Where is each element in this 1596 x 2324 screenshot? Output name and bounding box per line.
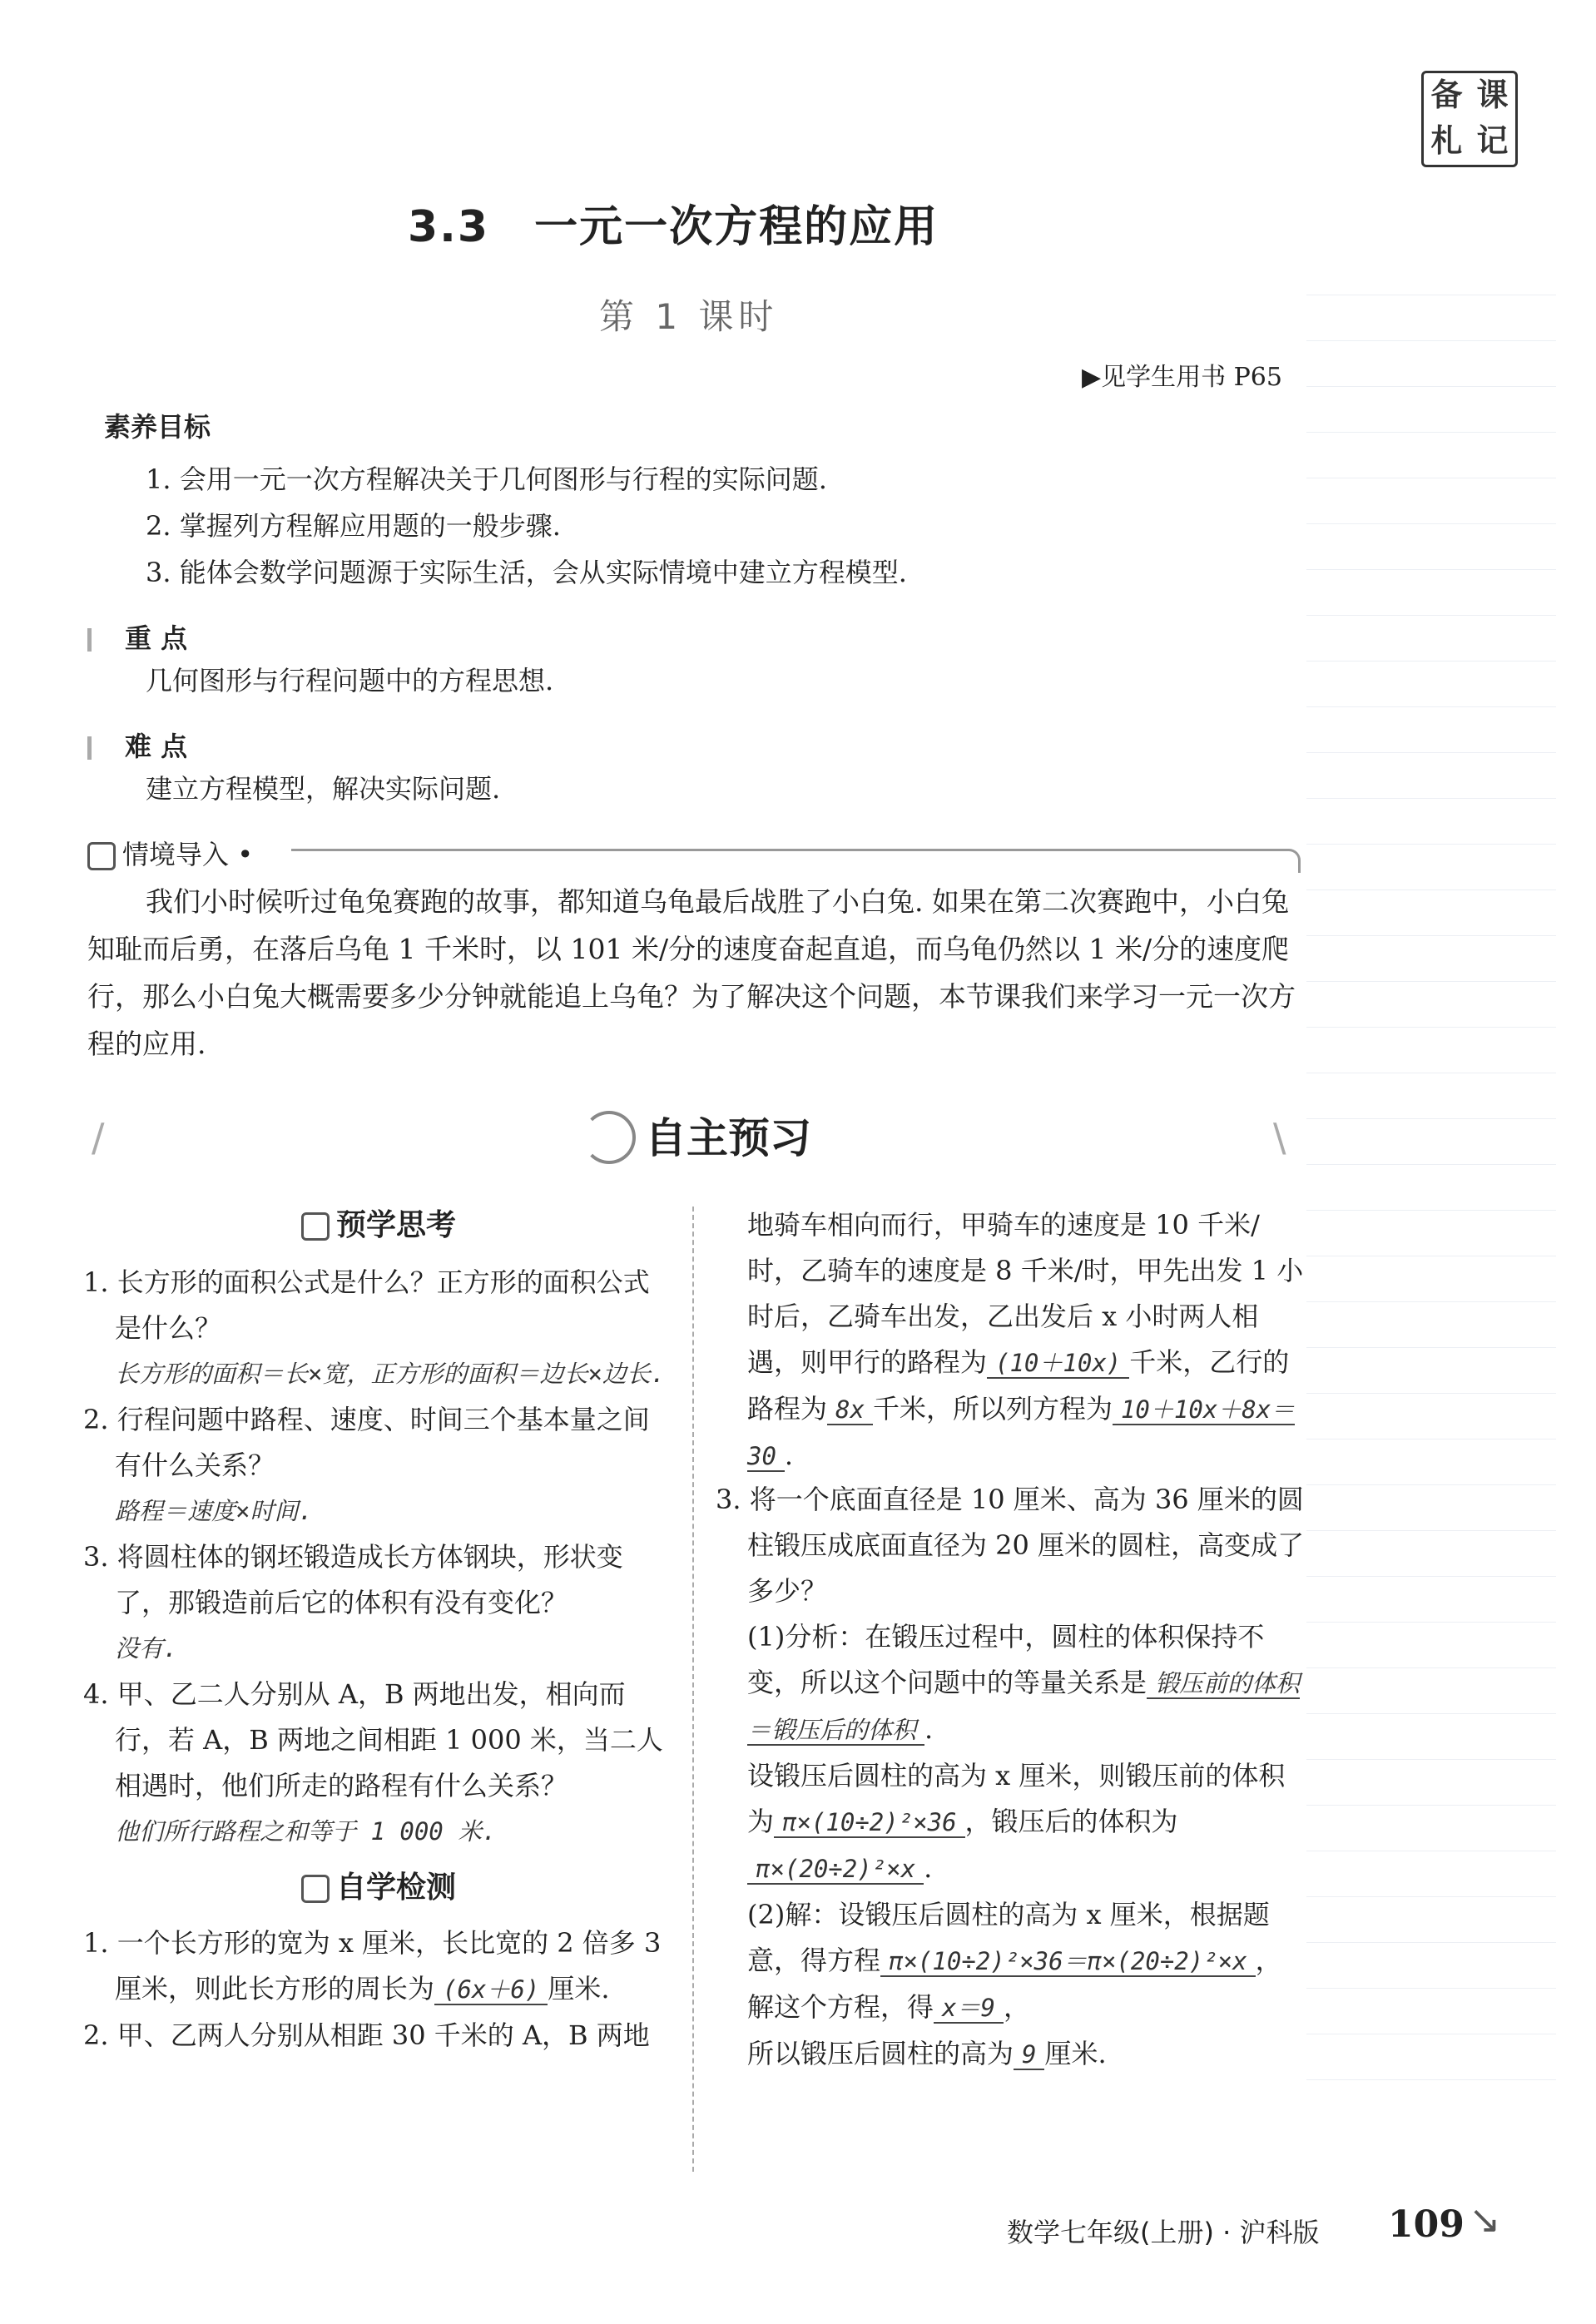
page-number: 109 bbox=[1388, 2203, 1465, 2246]
difficulty-heading bbox=[87, 726, 187, 764]
key-point-label: 重 点 bbox=[125, 622, 188, 654]
screen-icon bbox=[87, 842, 116, 870]
prestudy-q4: 4. 甲、乙二人分别从 A，B 两地出发，相向而行，若 A，B 两地之间相距 1 000 米，当二人相遇时，他们所走的路程有什么关系？ bbox=[83, 1678, 663, 1801]
student-book-reference[interactable]: ▶见学生用书 P65 bbox=[1082, 363, 1282, 392]
selftest-q3-part2: (2)解：设锻压后圆柱的高为 x 厘米，根据题意，得方程 π×(10÷2)²×36＝π×(20÷2)²×x ， bbox=[747, 1899, 1282, 1976]
check-icon bbox=[301, 1875, 330, 1903]
stamp-char: 课 bbox=[1476, 77, 1509, 113]
notes-stamp bbox=[1421, 71, 1518, 167]
preview-banner: 自主预习 bbox=[645, 1114, 811, 1162]
lesson-title: 第 1 课时 bbox=[599, 296, 779, 337]
banner-icon bbox=[582, 1111, 636, 1164]
selftest-q3: 3. 将一个底面直径是 10 厘米、高为 36 厘米的圆柱锻压成底面直径为 20 厘米的圆柱，高变成了多少？ bbox=[716, 1484, 1305, 1607]
answer-blank: π×(20÷2)²×x bbox=[747, 1855, 924, 1885]
selftest-q2-start: 2. 甲、乙两人分别从相距 30 千米的 A，B 两地 bbox=[83, 2019, 650, 2051]
corner-mark: ↘ bbox=[1469, 2197, 1501, 2242]
section-title: 3.3 一元一次方程的应用 bbox=[408, 202, 939, 252]
difficulty-label: 难 点 bbox=[125, 731, 188, 762]
prestudy-a2: 路程＝速度×时间. bbox=[115, 1497, 313, 1525]
answer-blank: 9 bbox=[1014, 2040, 1044, 2070]
banner-right-mark: \ bbox=[1273, 1115, 1286, 1160]
intro-text: 我们小时候听过龟兔赛跑的故事，都知道乌龟最后战胜了小白兔. 如果在第二次赛跑中，小白兔知耻而后勇，在落后乌龟 1 千米时，以 101 米/分的速度奋起直追，而乌龟仍然以 1 米/分的速度爬行，那么小白兔大概需要多少分钟就能追上乌龟？为了解决这个问题，本节课我们来学习一元一次方程的应用. bbox=[87, 885, 1296, 1060]
goal-item: 3. 能体会数学问题源于实际生活，会从实际情境中建立方程模型. bbox=[146, 557, 907, 588]
answer-blank: π×(10÷2)²×36＝π×(20÷2)²×x bbox=[880, 1947, 1256, 1977]
note-lines bbox=[1306, 250, 1556, 2163]
selftest-q3-volumes: 设锻压后圆柱的高为 x 厘米，则锻压前的体积为 π×(10÷2)²×36 ，锻压后的体积为π×(20÷2)²×x . bbox=[747, 1760, 1286, 1884]
intro-rule bbox=[291, 849, 1301, 873]
prestudy-heading: 预学思考 bbox=[83, 1202, 674, 1248]
prestudy-q1: 1. 长方形的面积公式是什么？正方形的面积公式是什么？ bbox=[83, 1266, 650, 1344]
answer-blank: (10＋10x) bbox=[987, 1349, 1129, 1379]
right-column bbox=[716, 1202, 1308, 2078]
selftest-q3-solve: 解这个方程，得 x＝9 ， bbox=[747, 1991, 1030, 2023]
footer-book-title: 数学七年级(上册) · 沪科版 bbox=[1007, 2217, 1320, 2248]
goals-list bbox=[146, 456, 907, 596]
stamp-char: 备 bbox=[1430, 77, 1463, 113]
selftest-heading: 自学检测 bbox=[83, 1865, 674, 1910]
selftest-q3-part1: (1)分析：在锻压过程中，圆柱的体积保持不变，所以这个问题中的等量关系是 锻压前的体积＝锻压后的体积 . bbox=[747, 1621, 1301, 1745]
intro-label: 情境导入 bbox=[122, 839, 230, 870]
book-icon bbox=[301, 1212, 330, 1241]
selftest-q1: 1. 一个长方形的宽为 x 厘米，长比宽的 2 倍多 3 厘米，则此长方形的周长为 (6x＋6) 厘米. bbox=[83, 1927, 662, 2004]
left-column bbox=[83, 1202, 674, 2059]
prestudy-q2: 2. 行程问题中路程、速度、时间三个基本量之间有什么关系？ bbox=[83, 1404, 650, 1481]
key-point-text: 几何图形与行程问题中的方程思想. bbox=[146, 665, 554, 696]
intro-heading: 情境导入 • bbox=[87, 834, 253, 872]
stamp-char: 记 bbox=[1476, 122, 1509, 159]
answer-blank: 8x bbox=[827, 1395, 873, 1425]
answer-blank: (6x＋6) bbox=[434, 1975, 548, 2005]
answer-blank: 10＋10x＋8x＝30 bbox=[747, 1395, 1296, 1470]
answer-blank: 锻压前的体积＝锻压后的体积 bbox=[747, 1669, 1301, 1744]
selftest-q3-result: 所以锻压后圆柱的高为 9 厘米. bbox=[747, 2038, 1107, 2069]
key-point-heading bbox=[87, 617, 187, 656]
prestudy-q3: 3. 将圆柱体的钢坯锻造成长方体钢块，形状变了，那锻造前后它的体积有没有变化？ bbox=[83, 1541, 623, 1618]
prestudy-a4: 他们所行路程之和等于 1 000 米. bbox=[115, 1817, 497, 1846]
heading-bar bbox=[87, 736, 92, 760]
prestudy-a1: 长方形的面积＝长×宽，正方形的面积＝边长×边长. bbox=[115, 1360, 666, 1388]
heading-bar bbox=[87, 628, 92, 652]
column-divider bbox=[692, 1207, 694, 2172]
goal-item: 2. 掌握列方程解应用题的一般步骤. bbox=[146, 510, 561, 542]
goal-item: 1. 会用一元一次方程解决关于几何图形与行程的实际问题. bbox=[146, 463, 827, 495]
difficulty-text: 建立方程模型，解决实际问题. bbox=[146, 773, 501, 805]
goals-heading: 素养目标 bbox=[104, 411, 211, 443]
stamp-char: 札 bbox=[1430, 122, 1463, 159]
banner-left-mark: / bbox=[92, 1115, 105, 1160]
answer-blank: π×(10÷2)²×36 bbox=[774, 1808, 965, 1838]
answer-blank: x＝9 bbox=[934, 1994, 1004, 2024]
selftest-q2-cont: 地骑车相向而行，甲骑车的速度是 10 千米/时，乙骑车的速度是 8 千米/时，甲先出发 1 小时后，乙骑车出发，乙出发后 x 小时两人相遇，则甲行的路程为 (10＋10x) 千米，乙行的路程为 8x 千米，所以列方程为 10＋10x＋8x＝30 . bbox=[747, 1209, 1304, 1471]
prestudy-a3: 没有. bbox=[115, 1634, 178, 1662]
